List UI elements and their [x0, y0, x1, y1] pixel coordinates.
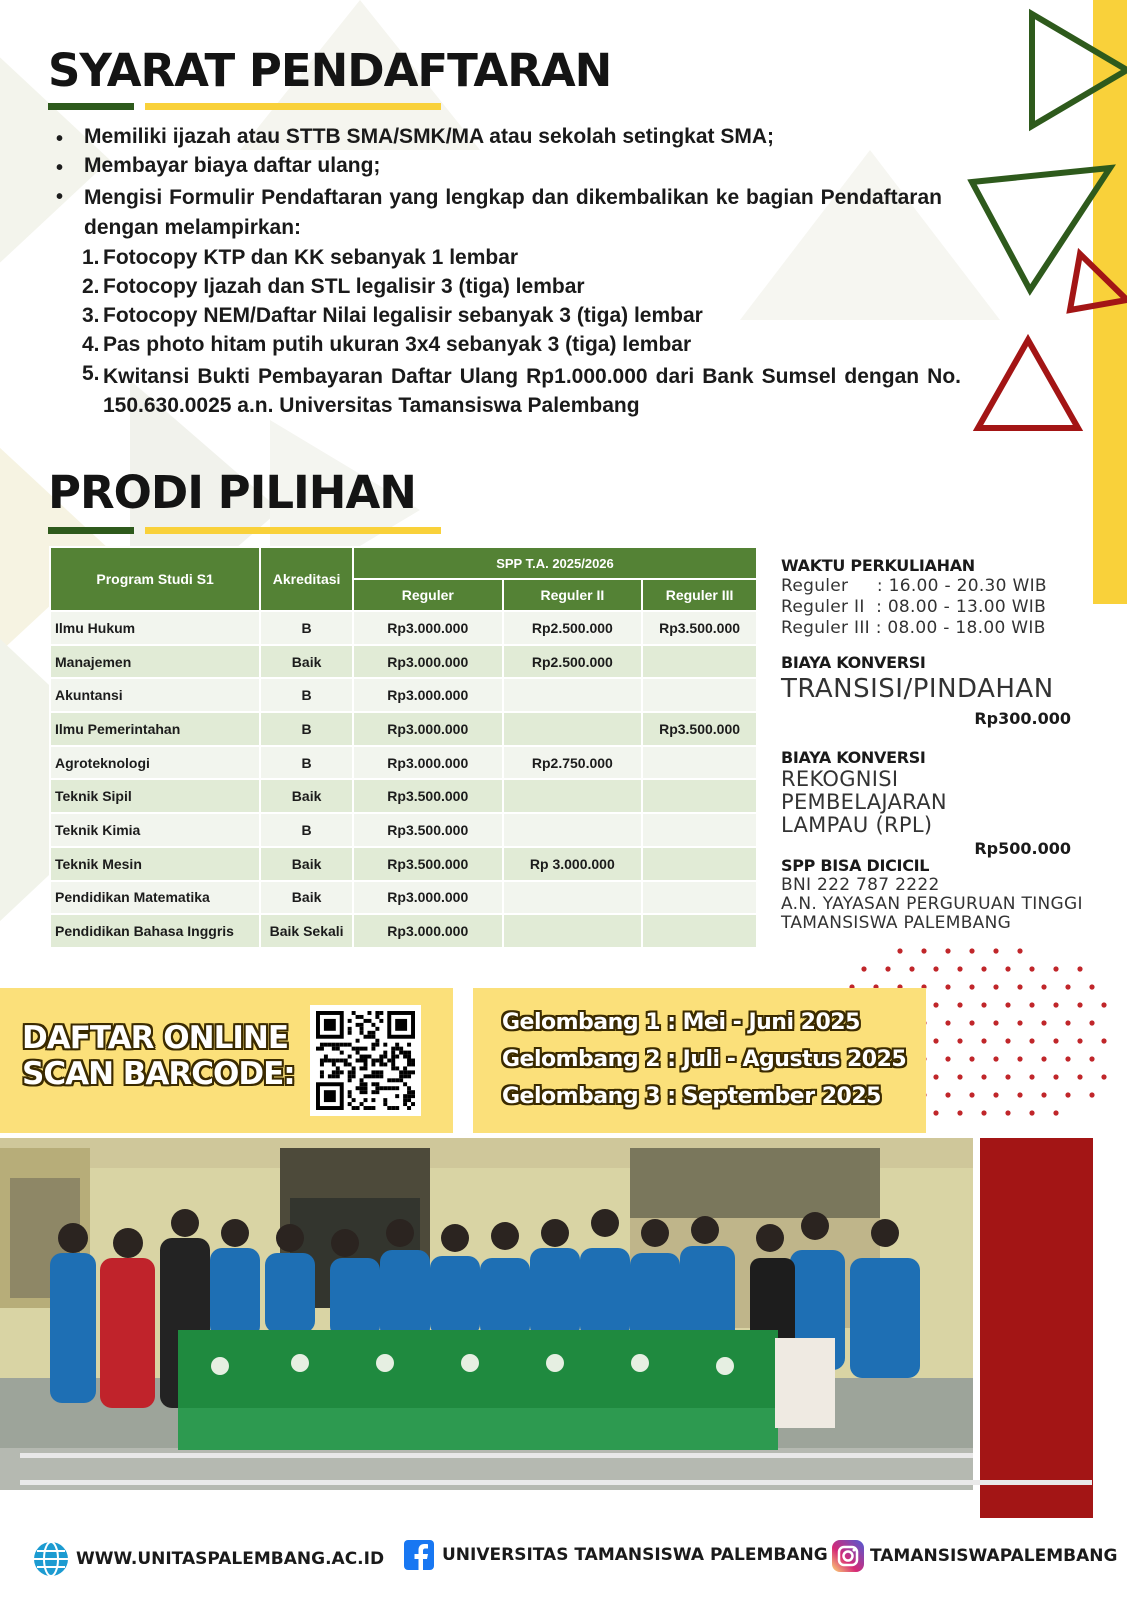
attachment-item: Kwitansi Bukti Pembayaran Daftar Ulang Rp1.000.000 dari Bank Sumsel dengan No. 150.630.0025 a.n. Universitas Tamansiswa Palembang [103, 365, 961, 417]
wave-item: Gelombang 1 : Mei - Juni 2025 [502, 1010, 860, 1035]
reguler-cell: Rp3.500.000 [353, 847, 503, 881]
program-cell: Ilmu Pemerintahan [50, 712, 260, 746]
reguler-cell: Rp3.500.000 [353, 813, 503, 847]
table-row [50, 881, 757, 915]
waves-list [502, 1004, 906, 1115]
table-row [50, 678, 757, 712]
table-row [50, 779, 757, 813]
table-row [50, 914, 757, 948]
reguler-2-cell [503, 779, 643, 813]
conversion-transfer-block [781, 653, 1071, 728]
reguler-cell: Rp3.000.000 [353, 746, 503, 780]
online-register-text [22, 1020, 295, 1092]
footer-website[interactable] [32, 1540, 384, 1578]
red-block [980, 1138, 1093, 1518]
table-row [50, 611, 757, 645]
photo-divider-line [20, 1480, 1092, 1485]
table-row [50, 813, 757, 847]
requirement-item: Memiliki ijazah atau STTB SMA/SMK/MA atau sekolah setingkat SMA; [84, 125, 775, 148]
attachment-item: Fotocopy KTP dan KK sebanyak 1 lembar [103, 246, 519, 269]
reguler-2-cell [503, 678, 643, 712]
header-program: Program Studi S1 [50, 547, 260, 611]
decorative-triangles [960, 0, 1127, 440]
reguler-2-cell: Rp 3.000.000 [503, 847, 643, 881]
reguler-cell: Rp3.000.000 [353, 645, 503, 679]
attachment-number: 1. [82, 246, 100, 269]
program-cell: Pendidikan Bahasa Inggris [50, 914, 260, 948]
reguler-2-cell [503, 712, 643, 746]
reguler-3-cell: Rp3.500.000 [642, 712, 757, 746]
reguler-3-cell [642, 813, 757, 847]
attachment-number: 4. [82, 333, 100, 356]
header-spp: SPP T.A. 2025/2026 [353, 547, 757, 579]
attachment-item: Pas photo hitam putih ukuran 3x4 sebanyak 3 (tiga) lembar [103, 333, 692, 356]
installment-title: SPP BISA DICICIL [781, 856, 930, 875]
header-reguler-3: Reguler III [642, 579, 757, 611]
prodi-table [49, 546, 758, 949]
attachment-number: 5. [82, 362, 100, 385]
program-cell: Teknik Kimia [50, 813, 260, 847]
program-cell: Teknik Sipil [50, 779, 260, 813]
qr-code-icon[interactable] [310, 1005, 421, 1116]
online-register-line: DAFTAR ONLINE [22, 1020, 288, 1056]
schedule-line: Reguler III : 08.00 - 18.00 WIB [781, 618, 1046, 638]
bullet-icon: • [56, 186, 64, 208]
conversion-title: BIAYA KONVERSI [781, 653, 926, 672]
bullet-icon: • [56, 128, 64, 150]
online-register-line: SCAN BARCODE: [22, 1056, 295, 1092]
program-cell: Pendidikan Matematika [50, 881, 260, 915]
group-photo [0, 1138, 973, 1490]
title-underline-green [48, 527, 134, 534]
bullet-icon: • [56, 157, 64, 179]
table-row [50, 746, 757, 780]
installment-account: BNI 222 787 2222 [781, 875, 940, 895]
reguler-2-cell: Rp2.500.000 [503, 611, 643, 645]
conversion-title: BIAYA KONVERSI [781, 748, 926, 767]
program-cell: Akuntansi [50, 678, 260, 712]
program-cell: Ilmu Hukum [50, 611, 260, 645]
prodi-title: PRODI PILIHAN [48, 466, 416, 519]
conversion-price: Rp300.000 [974, 709, 1071, 728]
reguler-2-cell [503, 881, 643, 915]
facebook-label: UNIVERSITAS TAMANSISWA PALEMBANG [442, 1545, 828, 1565]
conversion-subtitle: LAMPAU (RPL) [781, 813, 933, 837]
akreditasi-cell: Baik [260, 779, 353, 813]
reguler-3-cell [642, 645, 757, 679]
akreditasi-cell: Baik [260, 645, 353, 679]
attachment-number: 2. [82, 275, 100, 298]
reguler-3-cell: Rp3.500.000 [642, 611, 757, 645]
reguler-2-cell [503, 914, 643, 948]
reguler-3-cell [642, 746, 757, 780]
installment-owner: A.N. YAYASAN PERGURUAN TINGGI [781, 894, 1083, 914]
reguler-cell: Rp3.000.000 [353, 611, 503, 645]
facebook-icon [404, 1540, 434, 1570]
schedule-block [781, 556, 1081, 639]
table-row [50, 712, 757, 746]
reguler-3-cell [642, 881, 757, 915]
reguler-cell: Rp3.000.000 [353, 678, 503, 712]
akreditasi-cell: B [260, 678, 353, 712]
header-reguler-2: Reguler II [503, 579, 643, 611]
conversion-rpl-block [781, 748, 1071, 858]
website-label: WWW.UNITASPALEMBANG.AC.ID [76, 1549, 385, 1569]
akreditasi-cell: B [260, 611, 353, 645]
instagram-label: TAMANSISWAPALEMBANG [870, 1546, 1118, 1566]
reguler-cell: Rp3.500.000 [353, 779, 503, 813]
conversion-subtitle: TRANSISI/PINDAHAN [781, 674, 1054, 704]
reguler-2-cell: Rp2.750.000 [503, 746, 643, 780]
akreditasi-cell: B [260, 813, 353, 847]
globe-icon [32, 1540, 70, 1578]
reguler-2-cell: Rp2.500.000 [503, 645, 643, 679]
wave-item: Gelombang 2 : Juli - Agustus 2025 [502, 1047, 907, 1072]
reguler-3-cell [642, 779, 757, 813]
attachment-number: 3. [82, 304, 100, 327]
header-reguler: Reguler [353, 579, 503, 611]
instagram-icon [832, 1540, 864, 1572]
installment-block [781, 856, 1101, 933]
program-cell: Manajemen [50, 645, 260, 679]
reguler-cell: Rp3.000.000 [353, 914, 503, 948]
program-cell: Agroteknologi [50, 746, 260, 780]
title-underline-yellow [145, 103, 441, 110]
reguler-3-cell [642, 678, 757, 712]
wave-item: Gelombang 3 : September 2025 [502, 1084, 881, 1109]
title-underline-green [48, 103, 134, 110]
reguler-cell: Rp3.000.000 [353, 712, 503, 746]
header-akreditasi: Akreditasi [260, 547, 353, 611]
attachment-item: Fotocopy Ijazah dan STL legalisir 3 (tiga) lembar [103, 275, 585, 298]
akreditasi-cell: B [260, 746, 353, 780]
schedule-title: WAKTU PERKULIAHAN [781, 556, 975, 575]
title-underline-yellow [145, 527, 441, 534]
requirements-title: SYARAT PENDAFTARAN [48, 44, 612, 97]
footer-instagram[interactable] [832, 1540, 1117, 1572]
table-row [50, 847, 757, 881]
installment-owner: TAMANSISWA PALEMBANG [781, 913, 1012, 933]
program-cell: Teknik Mesin [50, 847, 260, 881]
attachment-item: Fotocopy NEM/Daftar Nilai legalisir sebanyak 3 (tiga) lembar [103, 304, 703, 327]
table-row [50, 645, 757, 679]
requirement-item: Mengisi Formulir Pendaftaran yang lengkap dan dikembalikan ke bagian Pendaftaran dengan melampirkan: [84, 186, 942, 239]
reguler-2-cell [503, 813, 643, 847]
conversion-subtitle: REKOGNISI PEMBELAJARAN [781, 767, 947, 814]
requirement-item: Membayar biaya daftar ulang; [84, 154, 381, 177]
reguler-cell: Rp3.000.000 [353, 881, 503, 915]
akreditasi-cell: Baik [260, 847, 353, 881]
schedule-line: Reguler : 16.00 - 20.30 WIB [781, 576, 1047, 596]
schedule-line: Reguler II : 08.00 - 13.00 WIB [781, 597, 1047, 617]
akreditasi-cell: B [260, 712, 353, 746]
footer-facebook[interactable] [404, 1540, 828, 1570]
akreditasi-cell: Baik Sekali [260, 914, 353, 948]
reguler-3-cell [642, 847, 757, 881]
akreditasi-cell: Baik [260, 881, 353, 915]
prodi-table-body [50, 611, 757, 948]
reguler-3-cell [642, 914, 757, 948]
conversion-price: Rp500.000 [974, 839, 1071, 858]
